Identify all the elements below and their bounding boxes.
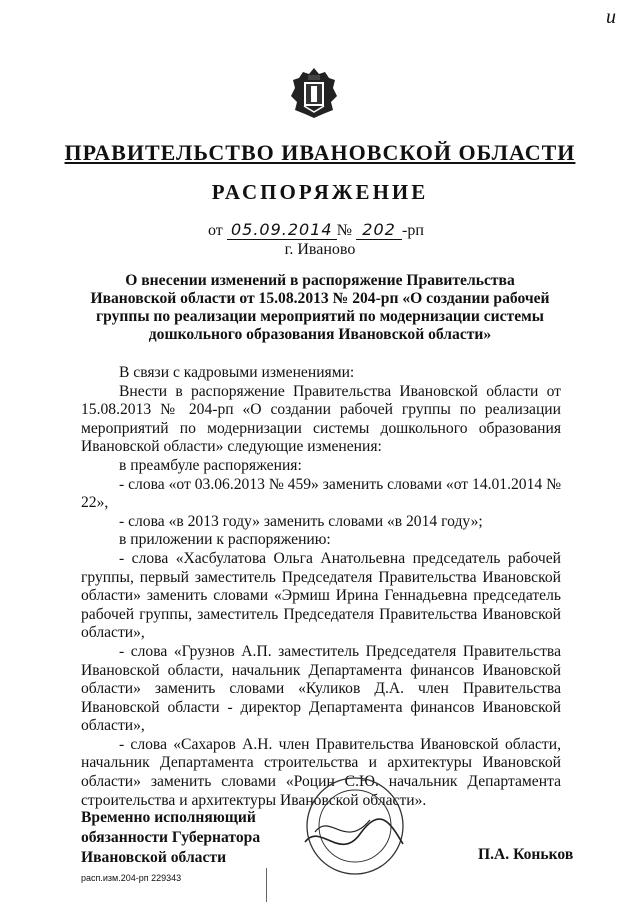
footer-file-code: расп.изм.204-рп 229343 [81, 873, 182, 883]
document-body [81, 364, 561, 810]
government-title: ПРАВИТЕЛЬСТВО ИВАНОВСКОЙ ОБЛАСТИ [64, 140, 576, 165]
body-paragraph: - слова «Грузнов А.П. заместитель Председателя Правительства Ивановской области, начальник Департамента финансов Ивановской области» заменить словами «Куликов Д.А. член Правительства Ивановской области - директор Департамента финансов Ивановской области», [81, 642, 561, 735]
body-paragraph: в приложении к распоряжению: [119, 531, 331, 549]
signatory-position-line: Временно исполняющий [81, 809, 256, 826]
body-paragraph: Внести в распоряжение Правительства Ивановской области от 15.08.2013 № 204-рп «О создании рабочей группы по реализации мероприятий по модернизации системы дошкольного образования Ивановской области» следующие изменения: [81, 382, 561, 456]
body-paragraph: - слова «Сахаров А.Н. член Правительства Ивановской области, начальник Департамента строительства и архитектуры Ивановской области» заменить словами «Роцин С.Ю. начальник Департамента строительства и архитектуры Ивановской области». [81, 735, 561, 809]
city-label: г. Иваново [284, 241, 356, 258]
number-prefix: № [336, 222, 353, 239]
document-type-title: РАСПОРЯЖЕНИЕ [211, 180, 429, 204]
subject-title: О внесении изменений в распоряжение Правительства Ивановской области от 15.08.2013 № 204-рп «О создании рабочей группы по реализации мероприятий по модернизации системы дошкольного образования Ивановской области» [90, 272, 550, 343]
signatory-position-line: Ивановской области [81, 849, 227, 866]
body-paragraph: в преамбуле распоряжения: [119, 456, 302, 474]
date-number-line [208, 220, 424, 240]
margin-mark [266, 868, 267, 902]
body-paragraph: - слова «Хасбулатова Ольга Анатольевна председатель рабочей группы, первый заместитель Председателя Правительства Ивановской области» заменить словами «Эрмиш Ирина Геннадьевна председатель рабочей группы, заместитель Председателя Правительства Ивановской области», [81, 549, 561, 642]
signatory-name: П.А. Коньков [478, 846, 574, 863]
signatory-position [81, 808, 311, 868]
body-paragraph: - слова «от 03.06.2013 № 459» заменить словами «от 14.01.2014 № 22», [81, 475, 561, 512]
corner-handwritten-mark: и [606, 6, 616, 28]
handwritten-number: 202 [356, 220, 402, 240]
coat-of-arms-icon [289, 66, 339, 120]
body-paragraph: - слова «в 2013 году» заменить словами «в 2014 году»; [119, 512, 483, 530]
date-prefix: от [208, 222, 223, 239]
signatory-position-line: обязанности Губернатора [81, 829, 261, 846]
body-paragraph: В связи с кадровыми изменениями: [119, 364, 355, 381]
number-suffix: -рп [402, 222, 424, 239]
handwritten-date: 05.09.2014 [227, 220, 337, 240]
